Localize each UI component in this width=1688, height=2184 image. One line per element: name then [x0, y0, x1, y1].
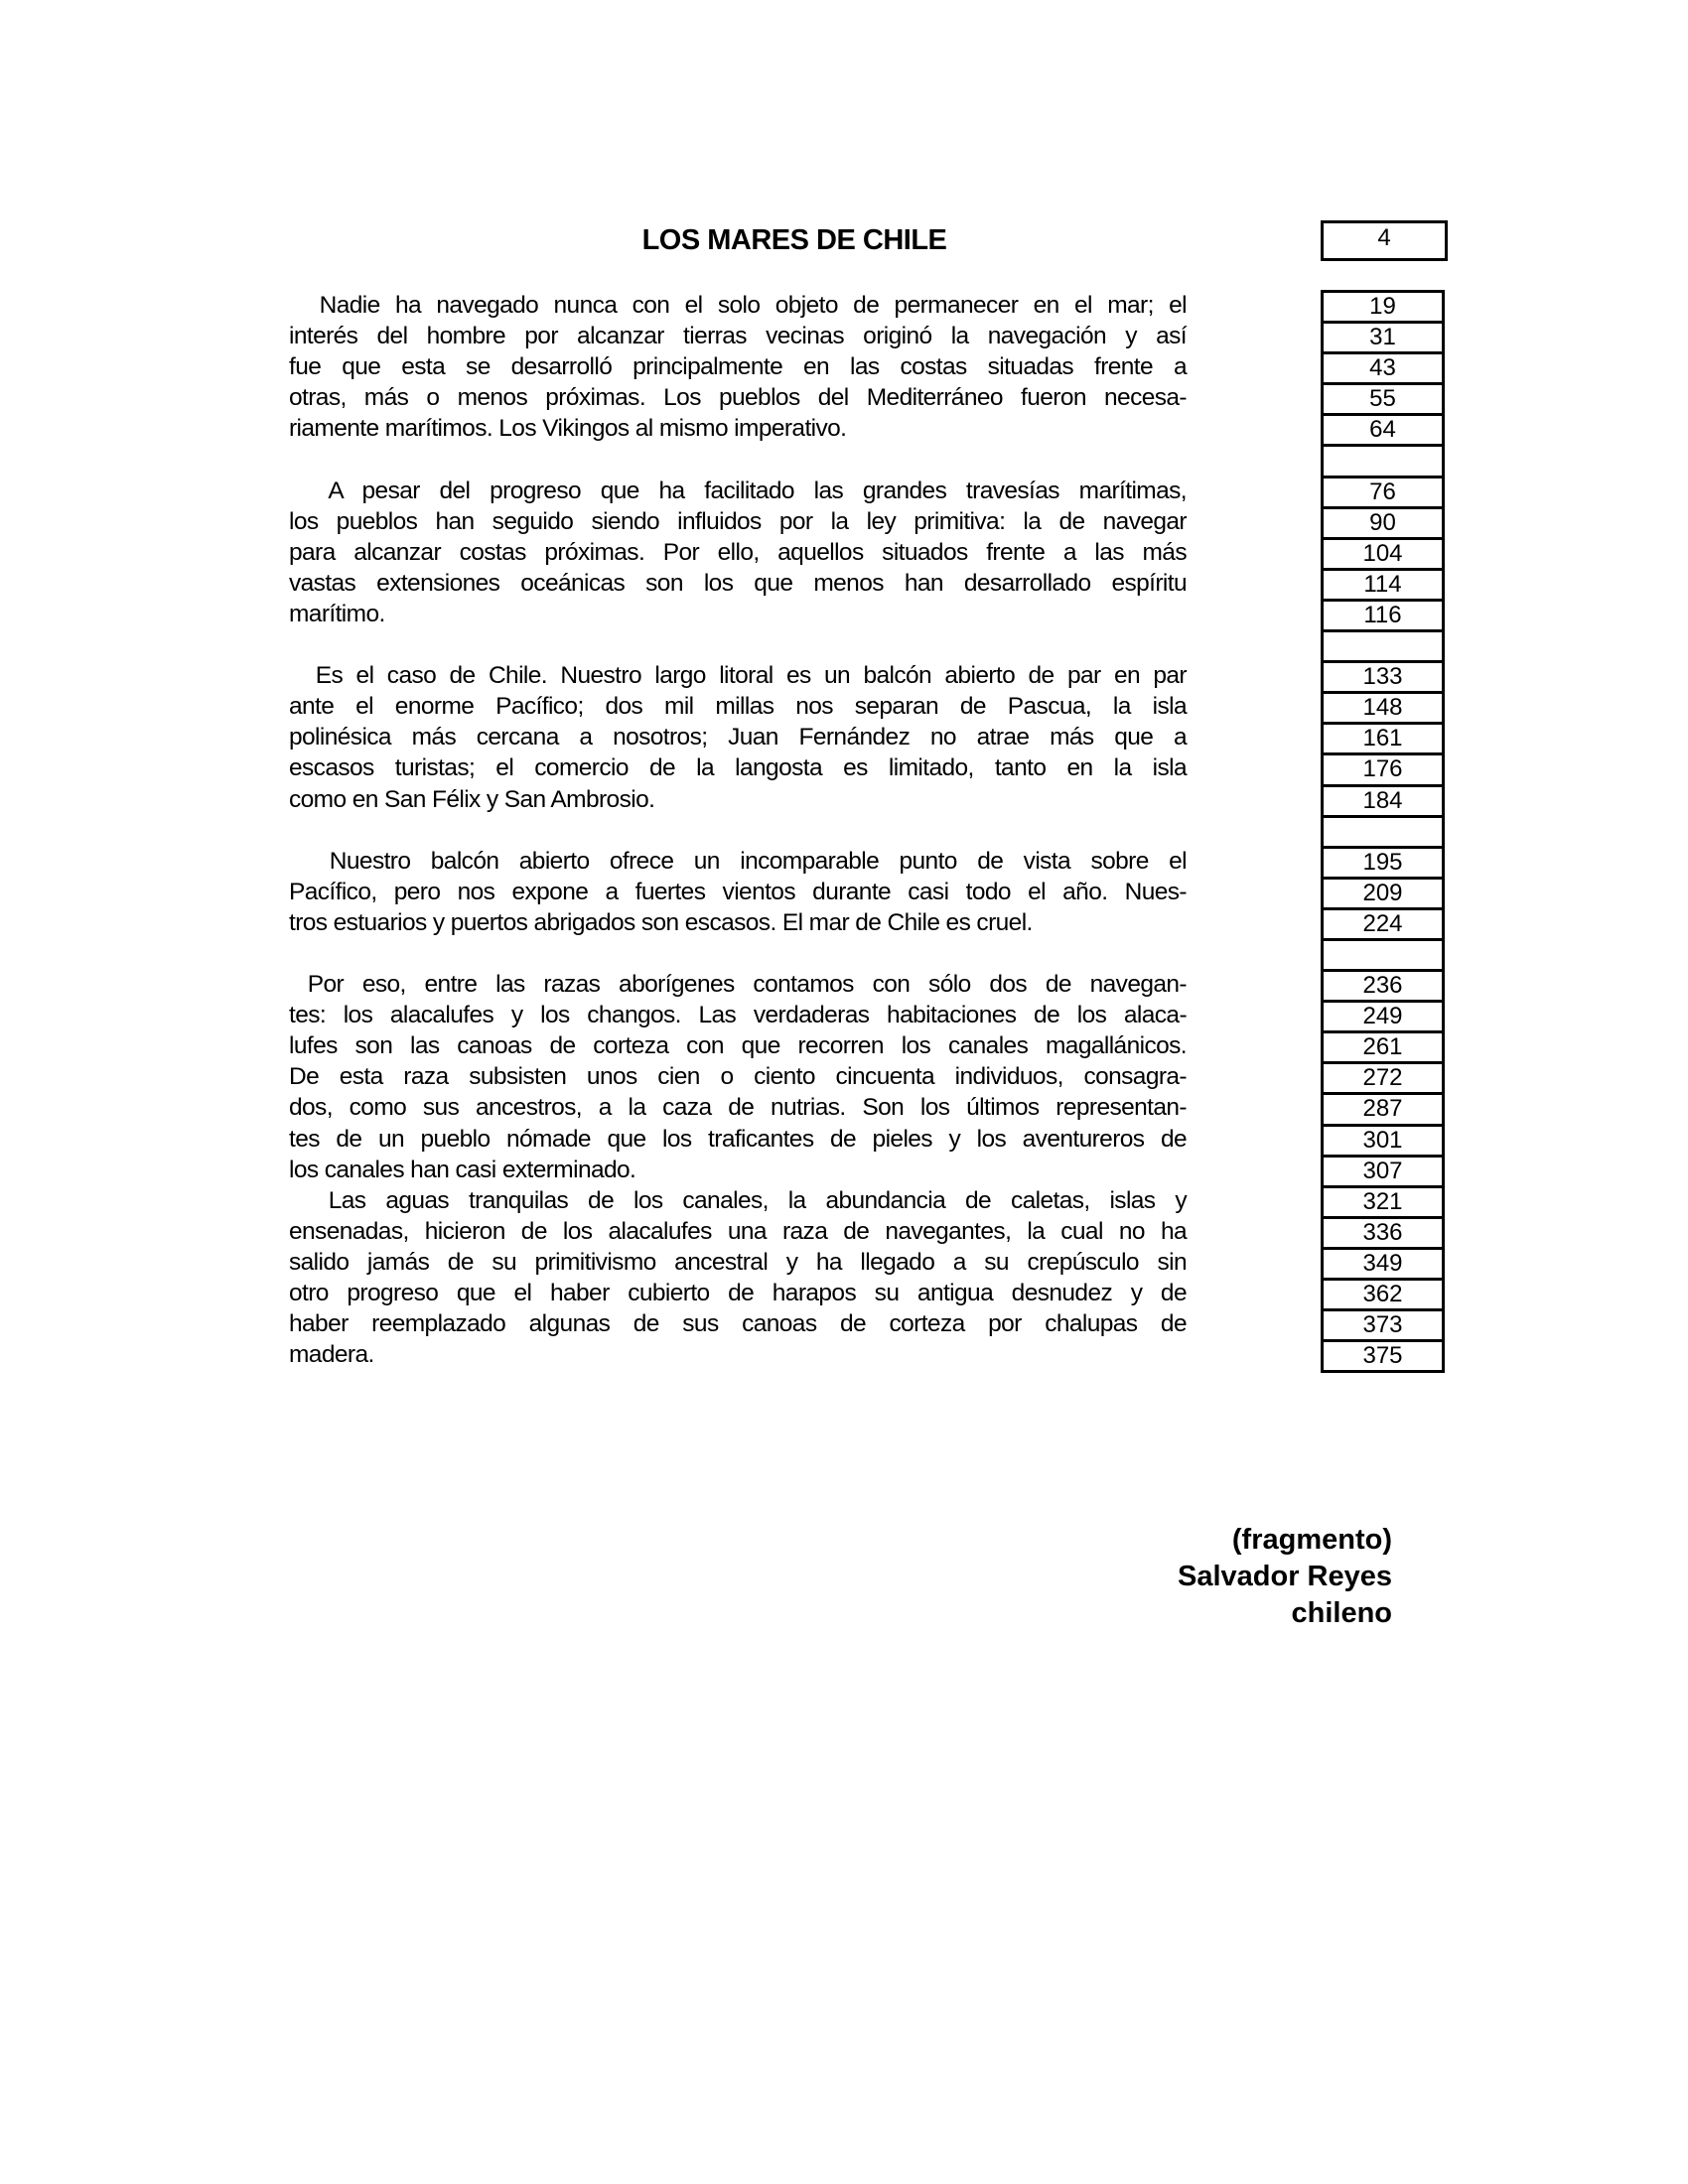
word-count-cell: 90: [1324, 506, 1442, 537]
word-count-column: [1321, 290, 1445, 1373]
text-line: vastas extensiones oceánicas son los que menos han desarrollado espíritu: [289, 569, 1187, 597]
author-name: Salvador Reyes: [1177, 1561, 1392, 1592]
word-count-cell: 116: [1324, 599, 1442, 629]
text-line: Nuestro balcón abierto ofrece un incomparable punto de vista sobre el: [289, 847, 1187, 875]
blank-line: [289, 444, 1187, 475]
text-line: lufes son las canoas de corteza con que recorren los canales magallánicos.: [289, 1032, 1187, 1060]
blank-line: [289, 815, 1187, 846]
word-count-cell: 272: [1324, 1061, 1442, 1092]
title-word-count-box: 4: [1321, 220, 1448, 261]
word-count-cell: 184: [1324, 784, 1442, 815]
word-count-cell: 249: [1324, 1000, 1442, 1030]
word-count-cell: 349: [1324, 1247, 1442, 1278]
text-line: tros estuarios y puertos abrigados son escasos. El mar de Chile es cruel.: [289, 908, 1033, 936]
word-count-cell: 375: [1324, 1339, 1442, 1370]
body-text: [289, 290, 1187, 1370]
text-line: marítimo.: [289, 600, 385, 627]
word-count-cell: 148: [1324, 691, 1442, 722]
word-count-cell: 236: [1324, 969, 1442, 1000]
text-line: otro progreso que el haber cubierto de harapos su antigua desnudez y de: [289, 1280, 1187, 1306]
word-count-cell-empty: [1324, 444, 1442, 475]
text-line: haber reemplazado algunas de sus canoas de corteza por chalupas de: [289, 1310, 1187, 1338]
text-line: tes de un pueblo nómade que los traficantes de pieles y los aventureros de: [289, 1125, 1187, 1153]
signature: [1178, 1522, 1392, 1632]
word-count-cell: 301: [1324, 1124, 1442, 1155]
word-count-cell: 43: [1324, 351, 1442, 382]
word-count-cell: 261: [1324, 1030, 1442, 1061]
word-count-cell: 133: [1324, 660, 1442, 691]
text-line: fue que esta se desarrolló principalmente en las costas situadas frente a: [289, 353, 1187, 381]
word-count-cell: 362: [1324, 1278, 1442, 1308]
text-line: De esta raza subsisten unos cien o ciento cincuenta individuos, consagra-: [289, 1063, 1187, 1091]
text-line: para alcanzar costas próximas. Por ello, aquellos situados frente a las más: [289, 538, 1187, 566]
word-count-cell: 176: [1324, 752, 1442, 783]
text-line: polinésica más cercana a nosotros; Juan Fernández no atrae más que a: [289, 724, 1187, 751]
text-line: los canales han casi exterminado.: [289, 1156, 636, 1183]
word-count-cell: 19: [1324, 290, 1442, 321]
word-count-cell: 161: [1324, 722, 1442, 752]
text-line: dos, como sus ancestros, a la caza de nutrias. Son los últimos representan-: [289, 1094, 1187, 1122]
word-count-cell-empty: [1324, 629, 1442, 660]
text-line: interés del hombre por alcanzar tierras vecinas originó la navegación y así: [289, 323, 1187, 350]
word-count-cell: 373: [1324, 1308, 1442, 1339]
word-count-cell: 76: [1324, 476, 1442, 506]
text-line: riamente marítimos. Los Vikingos al mismo imperativo.: [289, 415, 847, 443]
word-count-cell: 307: [1324, 1155, 1442, 1185]
text-line: tes: los alacalufes y los changos. Las verdaderas habitaciones de los alaca-: [289, 1002, 1187, 1029]
word-count-cell: 114: [1324, 568, 1442, 599]
word-count-cell: 64: [1324, 413, 1442, 444]
text-line: como en San Félix y San Ambrosio.: [289, 785, 655, 813]
text-line: ensenadas, hicieron de los alacalufes una raza de navegantes, la cual no ha: [289, 1217, 1187, 1245]
word-count-cell: 31: [1324, 321, 1442, 351]
blank-line: [289, 629, 1187, 660]
text-line: ante el enorme Pacífico; dos mil millas nos separan de Pascua, la isla: [289, 693, 1187, 721]
word-count-cell: 209: [1324, 877, 1442, 907]
text-line: los pueblos han seguido siendo influidos por la ley primitiva: la de navegar: [289, 507, 1187, 535]
text-line: otras, más o menos próximas. Los pueblos del Mediterráneo fueron necesa-: [289, 384, 1187, 412]
page-title: LOS MARES DE CHILE: [641, 224, 947, 256]
word-count-cell: 195: [1324, 846, 1442, 877]
text-line: Las aguas tranquilas de los canales, la abundancia de caletas, islas y: [289, 1186, 1187, 1214]
fragment-note: (fragmento): [1231, 1524, 1392, 1556]
text-line: salido jamás de su primitivismo ancestral y ha llegado a su crepúsculo sin: [289, 1248, 1187, 1276]
word-count-cell: 321: [1324, 1185, 1442, 1216]
author-nationality: chileno: [1291, 1597, 1392, 1629]
word-count-cell: 287: [1324, 1092, 1442, 1123]
text-line: Nadie ha navegado nunca con el solo objeto de permanecer en el mar; el: [289, 292, 1187, 319]
word-count-cell: 104: [1324, 537, 1442, 568]
text-line: Es el caso de Chile. Nuestro largo litoral es un balcón abierto de par en par: [289, 662, 1187, 690]
word-count-cell: 55: [1324, 382, 1442, 413]
text-line: madera.: [289, 1341, 374, 1369]
word-count-cell-empty: [1324, 938, 1442, 969]
text-line: escasos turistas; el comercio de la langosta es limitado, tanto en la isla: [289, 754, 1187, 782]
blank-line: [289, 938, 1187, 969]
text-line: Por eso, entre las razas aborígenes contamos con sólo dos de navegan-: [289, 971, 1187, 999]
word-count-cell: 336: [1324, 1216, 1442, 1247]
word-count-cell: 224: [1324, 907, 1442, 938]
text-line: Pacífico, pero nos expone a fuertes vientos durante casi todo el año. Nues-: [289, 878, 1187, 905]
word-count-cell-empty: [1324, 815, 1442, 846]
text-line: A pesar del progreso que ha facilitado las grandes travesías marítimas,: [289, 477, 1187, 504]
